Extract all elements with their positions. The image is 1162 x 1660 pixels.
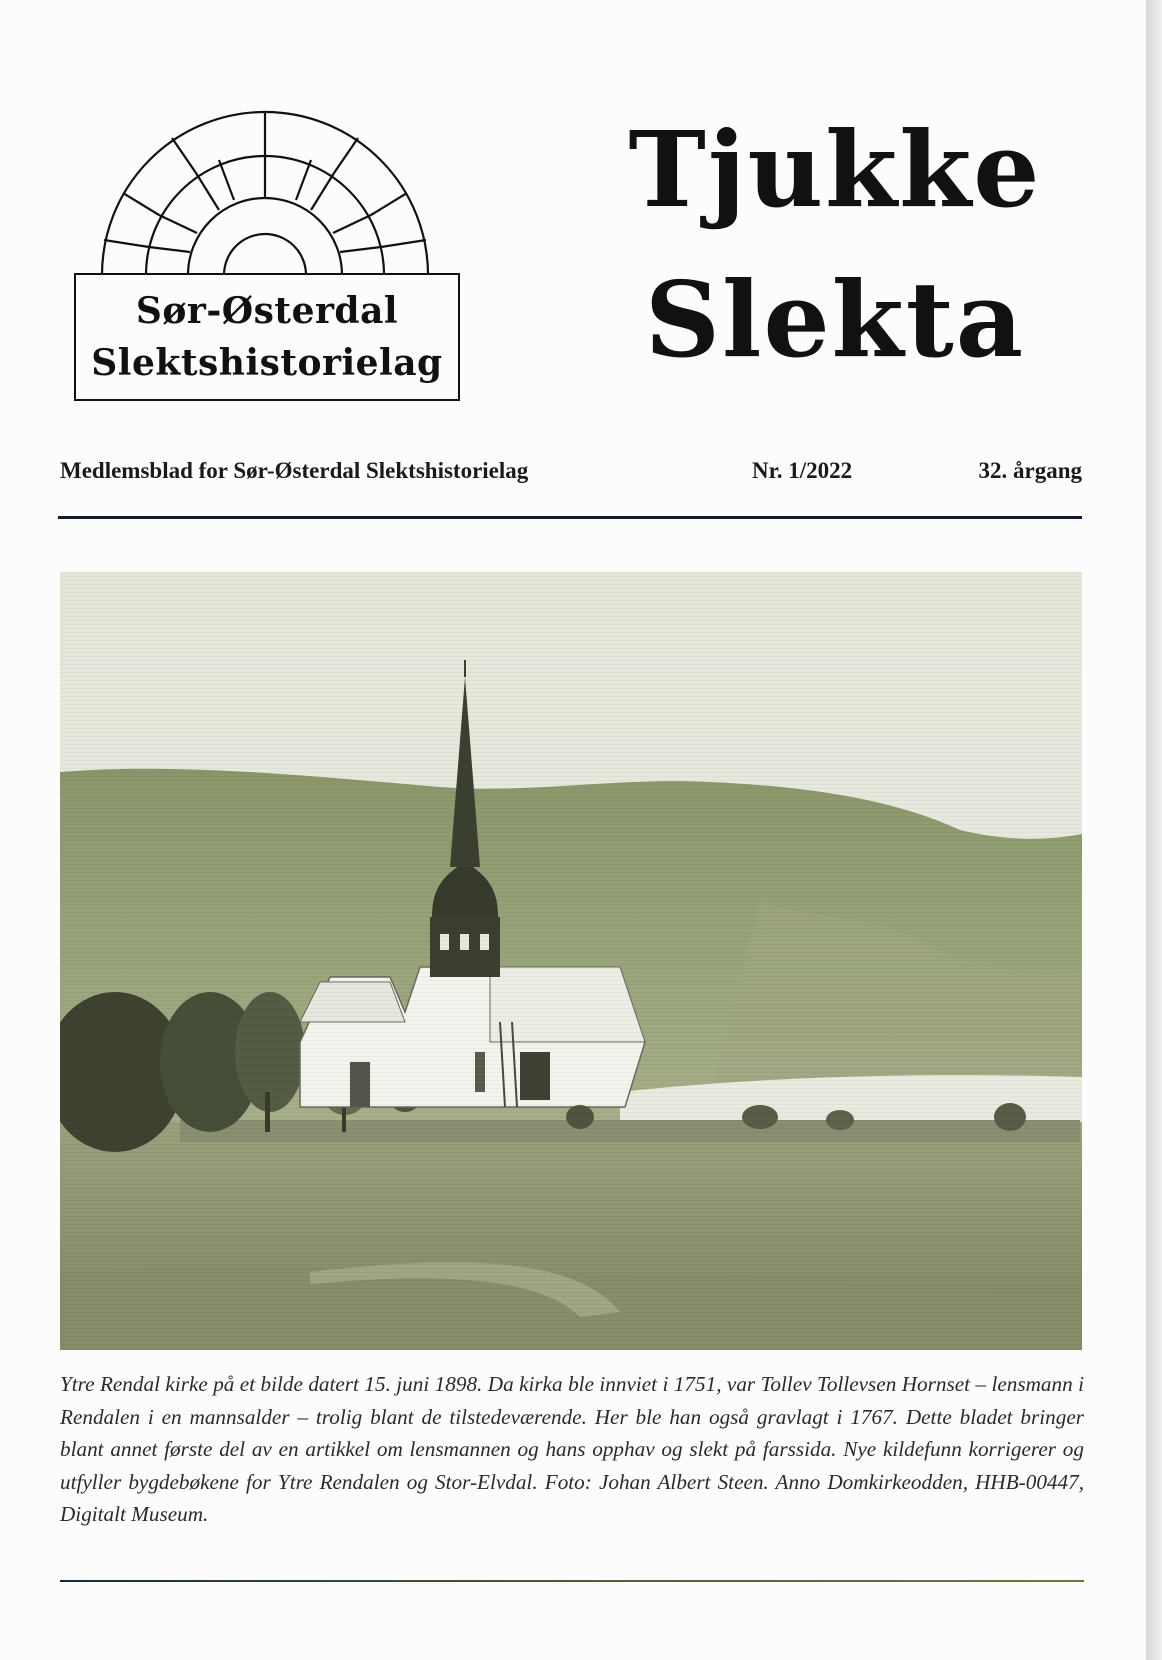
title-line-2: Slekta [644, 258, 1026, 381]
church-photo-image [60, 572, 1082, 1350]
page-edge-shadow [1146, 0, 1162, 1660]
title-line-1: Tjukke [628, 108, 1042, 231]
issue-number: Nr. 1/2022 [752, 458, 853, 483]
subtitle: Medlemsblad for Sør-Østerdal Slektshistorielag [60, 458, 529, 483]
photo-caption: Ytre Rendal kirke på et bilde datert 15. juni 1898. Da kirka ble innviet i 1751, var Tollev Tollevsen Hornset – lensmann i Rendalen i en mannsalder – trolig blant de tilstedeværende. Her ble han også gravlagt i 1767. Dette bladet bringer blant annet første del av en artikkel om lensmannen og hans opphav og slekt på farssida. Nye kildefunn korrigerer og utfyller bygdebøkene for Ytre Rendalen og Stor-Elvdal. Foto: Johan Albert Steen. Anno Domkirkeodden, HHB-00447, Digitalt Museum. [60, 1372, 1084, 1526]
logo-line-2: Slektshistorielag [91, 342, 443, 384]
volume-number: 32. årgang [978, 458, 1082, 483]
logo-nameplate [74, 273, 460, 401]
cover-photo [60, 572, 1082, 1350]
logo-line-1: Sør-Østerdal [135, 290, 399, 332]
magazine-title [625, 95, 1045, 395]
footer-divider [60, 1580, 1084, 1582]
logo-window-arch [74, 100, 462, 280]
header-divider [58, 516, 1082, 519]
society-logo [74, 100, 462, 402]
